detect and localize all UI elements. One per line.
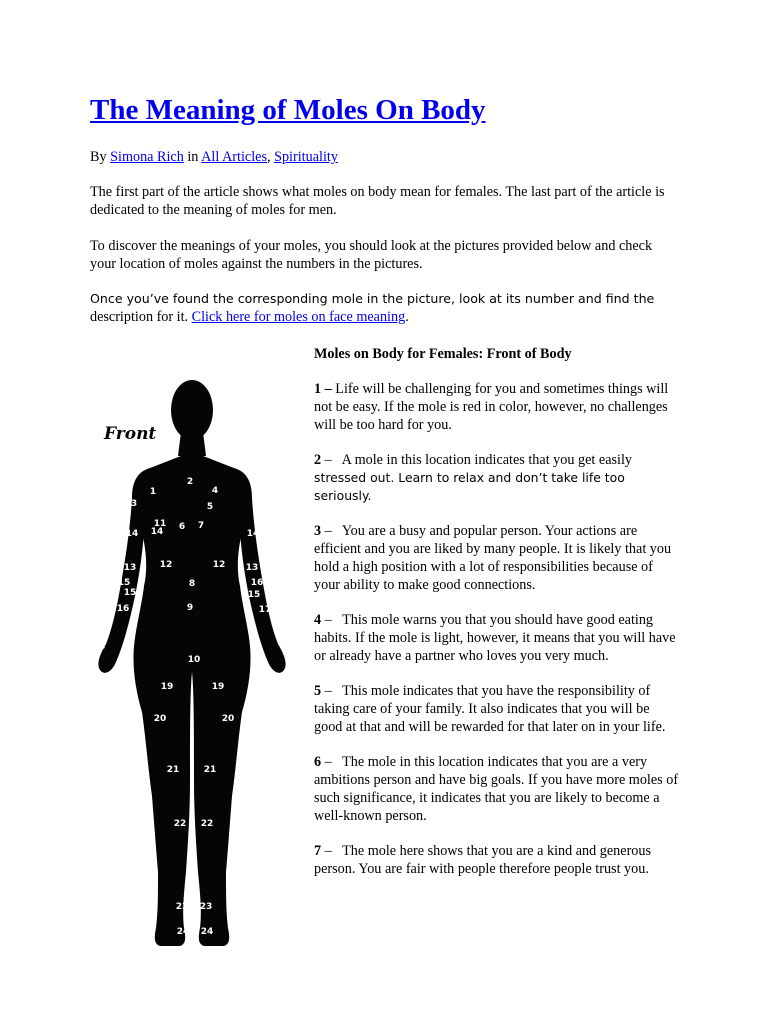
mole-number-16: 16 [116,604,130,614]
author-link[interactable]: Simona Rich [110,149,184,165]
article-title-link[interactable]: The Meaning of Moles On Body [90,94,486,126]
mole-number-14: 14 [150,527,164,537]
mole-number-19: 19 [160,682,174,692]
female-body-front-illustration [86,372,298,957]
mole-entry-4 [314,611,679,665]
mole-number-12: 12 [159,560,173,570]
byline-prefix: By [90,149,107,165]
mole-entry-1 [314,380,679,434]
mole-descriptions-column [314,345,679,895]
byline-in: in [187,149,199,165]
mole-number-3: 3 [130,499,138,509]
article-title [90,92,486,128]
category-link-all-articles[interactable]: All Articles [201,149,267,165]
mole-entry-7-dash: – [324,843,332,859]
mole-entry-2-dash: – [324,452,332,468]
mole-entry-3-dash: – [324,523,332,539]
mole-number-23: 23 [199,902,213,912]
mole-number-14: 14 [125,529,139,539]
mole-entry-7-number: 7 [314,843,322,859]
mole-number-22: 22 [200,819,214,829]
mole-entry-3-text: You are a busy and popular person. Your actions are efficient and you are liked by many people. It is likely that you hold a high position with a lot of responsibilities because of your ability to make good connections. [314,523,672,593]
mole-entry-4-number: 4 [314,612,322,628]
mole-number-18: 18 [92,642,106,652]
mole-number-5: 5 [206,502,214,512]
mole-entry-3-number: 3 [314,523,322,539]
mole-entry-1-text: Life will be challenging for you and sometimes things will not be easy. If the mole is red in color, however, no challenges will be too hard for you. [314,381,669,433]
intro-paragraph-3-line-2: description for it. [90,309,189,325]
byline-separator: , [266,149,271,165]
mole-number-16: 16 [250,578,264,588]
mole-number-22: 22 [173,819,187,829]
mole-entry-7-text: The mole here shows that you are a kind and generous person. You are fair with people therefore people trust you. [314,843,652,877]
figure-front-label: Front [104,424,157,444]
mole-number-2: 2 [186,477,194,487]
mole-entry-2 [314,451,679,505]
mole-entry-7 [314,842,679,878]
mole-entry-3 [314,522,679,594]
mole-number-11: 11 [153,519,167,529]
mole-entry-4-text: This mole warns you that you should have good eating habits. If the mole is light, however, it means that you will have or already have a partner who loves you very much. [314,612,676,664]
mole-entry-4-dash: – [324,612,332,628]
mole-number-13: 13 [123,563,137,573]
mole-entry-6-number: 6 [314,754,322,770]
category-link-spirituality[interactable]: Spirituality [274,149,338,165]
intro-paragraph-2: To discover the meanings of your moles, you should look at the pictures provided below and check your location of moles against the numbers in the pictures. [90,238,653,272]
face-link-suffix: . [405,309,409,325]
mole-number-15: 15 [247,590,261,600]
mole-number-20: 20 [153,714,167,724]
mole-number-8: 8 [188,579,196,589]
mole-entry-2-text-line-2: stressed out. Learn to relax and don’t take life too seriously. [314,470,625,503]
mole-number-4: 4 [211,486,219,496]
mole-number-24: 24 [200,927,214,937]
mole-number-20: 20 [221,714,235,724]
mole-number-17: 17 [258,605,272,615]
mole-number-19: 19 [211,682,225,692]
mole-entry-6 [314,753,679,825]
mole-entry-1-dash: – [324,381,332,397]
mole-entry-5-number: 5 [314,683,322,699]
mole-number-13: 13 [245,563,259,573]
mole-entry-1-number: 1 [314,381,322,397]
mole-number-10: 10 [187,655,201,665]
mole-entry-5-dash: – [324,683,332,699]
mole-number-12: 12 [212,560,226,570]
intro-paragraph-3 [90,290,680,326]
mole-number-9: 9 [186,603,194,613]
mole-number-14: 14 [246,529,260,539]
mole-number-15: 15 [117,578,131,588]
mole-entry-2-text-line-1: A mole in this location indicates that you get easily [341,452,632,468]
byline [90,148,338,166]
mole-number-15: 15 [123,588,137,598]
intro-paragraph-1: The first part of the article shows what moles on body mean for females. The last part of the article is dedicated to the meaning of moles for men. [90,184,665,218]
mole-number-1: 1 [149,487,157,497]
mole-entry-5 [314,682,679,736]
mole-number-7: 7 [197,521,205,531]
mole-number-6: 6 [178,522,186,532]
body-moles-figure [86,372,298,957]
section-heading: Moles on Body for Females: Front of Body [314,346,572,362]
mole-number-21: 21 [166,765,180,775]
mole-entry-2-number: 2 [314,452,322,468]
mole-entry-6-text: The mole in this location indicates that you are a very ambitions person and have big goals. If you have more moles of such significance, it indicates that you are likely to become a well-known person. [314,754,679,824]
mole-number-21: 21 [203,765,217,775]
mole-entry-5-text: This mole indicates that you have the responsibility of taking care of your family. It also indicates that you will be good at that and will be rewarded for that later on in your life. [314,683,666,735]
mole-number-24: 24 [176,927,190,937]
face-moles-link[interactable]: Click here for moles on face meaning [191,309,406,325]
intro-paragraph-3-line-1: Once you’ve found the corresponding mole in the picture, look at its number and find the [90,291,655,306]
mole-number-23: 23 [175,902,189,912]
mole-entry-6-dash: – [324,754,332,770]
